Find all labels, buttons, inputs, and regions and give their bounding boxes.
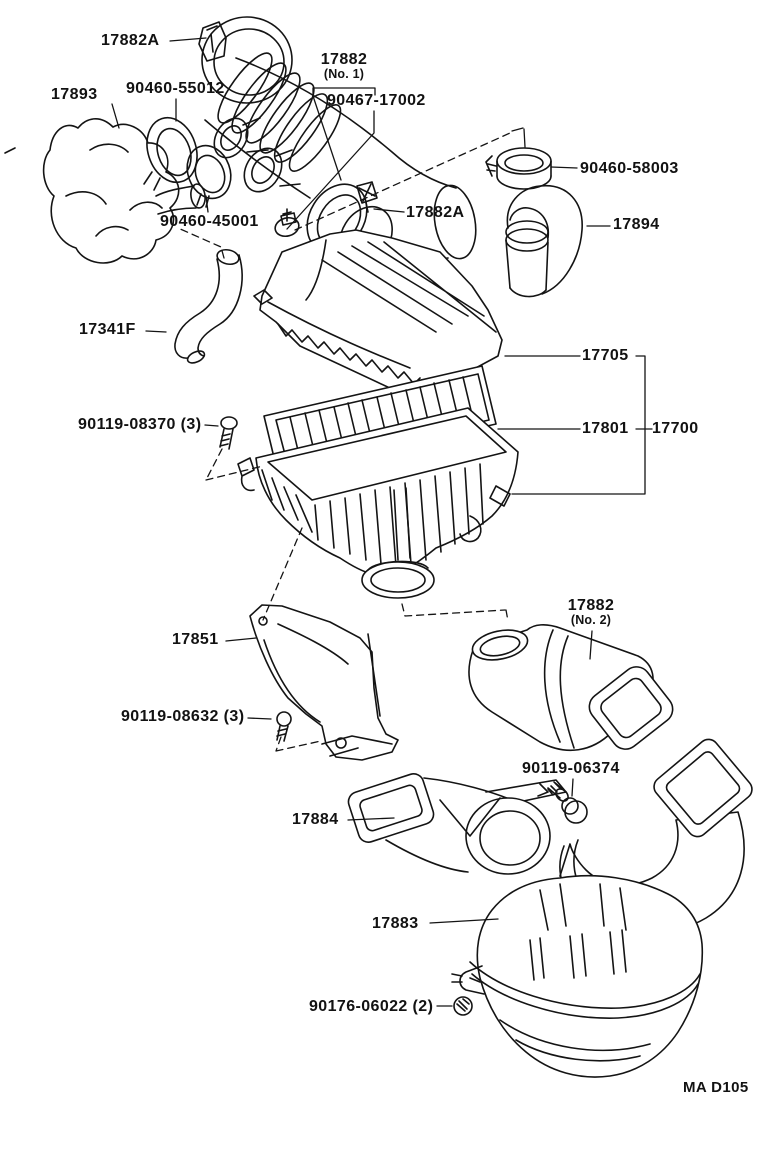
resonator-17883 <box>452 876 702 1077</box>
clamp-90467-17002 <box>273 209 301 239</box>
cap-17705 <box>254 230 502 391</box>
label-17882-no2-number: 17882 <box>567 597 615 614</box>
label-17882-no2-suffix: (No. 2) <box>570 613 612 628</box>
bolt-90119-06374 <box>548 782 587 823</box>
tick-mark <box>5 148 15 153</box>
part-17893-inlet <box>44 119 207 263</box>
clamp-90460-58003 <box>486 148 551 189</box>
drawing-code: MA D105 <box>683 1079 749 1096</box>
label-17882-no1-suffix: (No. 1) <box>323 67 365 82</box>
label-90460-55012: 90460-55012 <box>126 80 225 97</box>
label-17705: 17705 <box>582 347 629 364</box>
nut-90176-06022 <box>454 997 472 1015</box>
label-17882a-top: 17882A <box>101 32 160 49</box>
label-90119-08370: 90119-08370 (3) <box>78 416 202 433</box>
label-90119-08632: 90119-08632 (3) <box>121 708 245 725</box>
label-17884: 17884 <box>292 811 339 828</box>
label-17882a-mid: 17882A <box>406 204 465 221</box>
hose-17341f <box>175 248 242 365</box>
duct-17884 <box>346 771 566 874</box>
label-17894: 17894 <box>613 216 660 233</box>
label-17883: 17883 <box>372 915 419 932</box>
label-17801: 17801 <box>582 420 629 437</box>
label-17341f: 17341F <box>79 321 136 338</box>
hose-17894 <box>506 186 582 297</box>
label-17882-no2 <box>560 597 622 628</box>
label-17882-no1-number: 17882 <box>320 51 368 68</box>
label-17893: 17893 <box>51 86 98 103</box>
label-90460-58003: 90460-58003 <box>580 160 679 177</box>
label-90467-17002: 90467-17002 <box>327 92 426 109</box>
bracket-17851 <box>250 605 398 760</box>
duct-17882-no2 <box>469 625 678 755</box>
bolt-90119-08370 <box>220 417 237 449</box>
label-90119-06374: 90119-06374 <box>522 760 620 777</box>
bolt-90119-08632 <box>277 712 291 741</box>
label-17851: 17851 <box>172 631 219 648</box>
label-17882-no1 <box>312 51 376 82</box>
label-90176-06022: 90176-06022 (2) <box>309 998 434 1015</box>
label-90460-45001: 90460-45001 <box>160 213 259 230</box>
label-17700: 17700 <box>652 420 699 437</box>
